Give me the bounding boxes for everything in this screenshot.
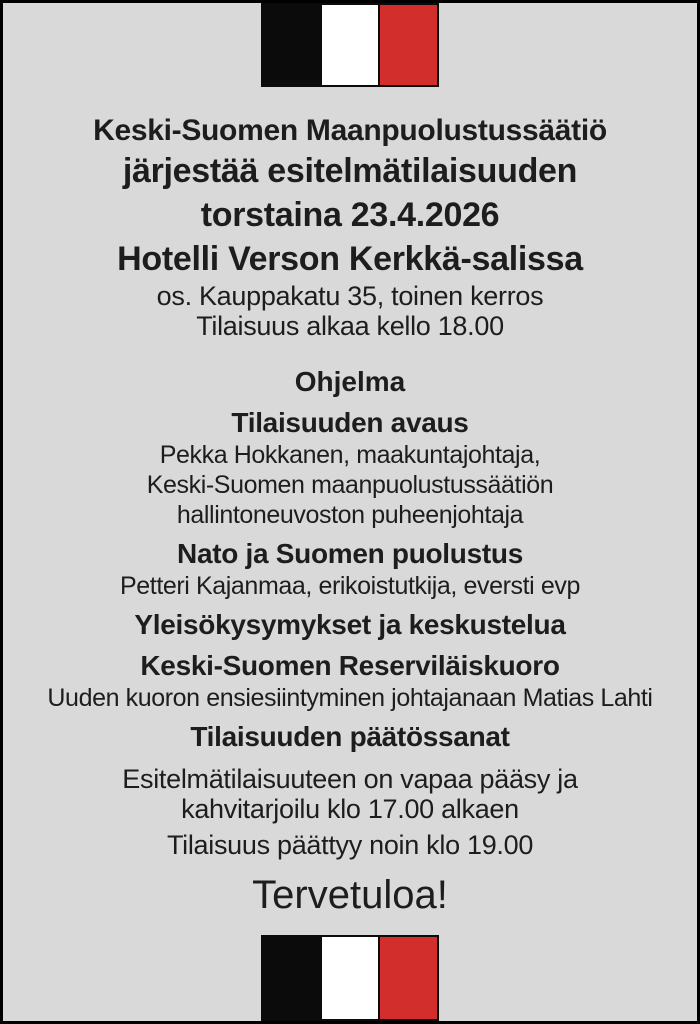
program-heading: Ohjelma bbox=[294, 366, 406, 397]
program-item-title: Yleisökysymykset ja keskustelua bbox=[134, 609, 566, 640]
venue-address: os. Kauppakatu 35, toinen kerros bbox=[156, 281, 544, 311]
flag-black-stripe bbox=[263, 5, 320, 85]
program-item-detail: hallintoneuvoston puheenjohtaja bbox=[176, 501, 524, 529]
admission-info-line: Esitelmätilaisuuteen on vapaa pääsy ja bbox=[122, 764, 578, 794]
tricolor-flag-top-icon bbox=[261, 3, 439, 87]
program-item-detail: Uuden kuoron ensiesiintyminen johtajanaan Matias Lahti bbox=[47, 684, 653, 712]
event-line: järjestää esitelmätilaisuuden bbox=[122, 152, 578, 190]
title-block bbox=[3, 113, 697, 341]
welcome-text: Tervetuloa! bbox=[252, 873, 448, 917]
program-item bbox=[3, 649, 697, 713]
admission-info-line: kahvitarjoilu klo 17.00 alkaen bbox=[181, 794, 519, 824]
flag-white-stripe bbox=[320, 937, 381, 1019]
program-item-detail: Keski-Suomen maanpuolustussäätiön bbox=[146, 471, 554, 499]
event-date: torstaina 23.4.2026 bbox=[200, 196, 500, 234]
program-item-title: Tilaisuuden avaus bbox=[231, 407, 469, 438]
end-time-line: Tilaisuus päättyy noin klo 19.00 bbox=[166, 830, 534, 860]
program-item-title: Tilaisuuden päätössanat bbox=[190, 721, 510, 752]
program-item-detail: Pekka Hokkanen, maakuntajohtaja, bbox=[159, 441, 541, 469]
flag-white-stripe bbox=[320, 5, 381, 85]
flag-red-stripe bbox=[380, 937, 437, 1019]
program-item bbox=[3, 406, 697, 530]
organization-name: Keski-Suomen Maanpuolustussäätiö bbox=[93, 114, 607, 147]
start-time: Tilaisuus alkaa kello 18.00 bbox=[196, 311, 504, 341]
flag-red-stripe bbox=[380, 5, 437, 85]
program-item bbox=[3, 608, 697, 642]
flag-black-stripe bbox=[263, 937, 320, 1019]
program-item-title: Nato ja Suomen puolustus bbox=[177, 538, 523, 569]
program-item bbox=[3, 720, 697, 754]
tricolor-flag-bottom-icon bbox=[261, 935, 439, 1021]
event-venue: Hotelli Verson Kerkkä-salissa bbox=[117, 240, 583, 278]
program-item-title: Keski-Suomen Reserviläiskuoro bbox=[140, 650, 560, 681]
program-item-detail: Petteri Kajanmaa, erikoistutkija, eversti evp bbox=[120, 572, 580, 600]
program-item bbox=[3, 537, 697, 601]
